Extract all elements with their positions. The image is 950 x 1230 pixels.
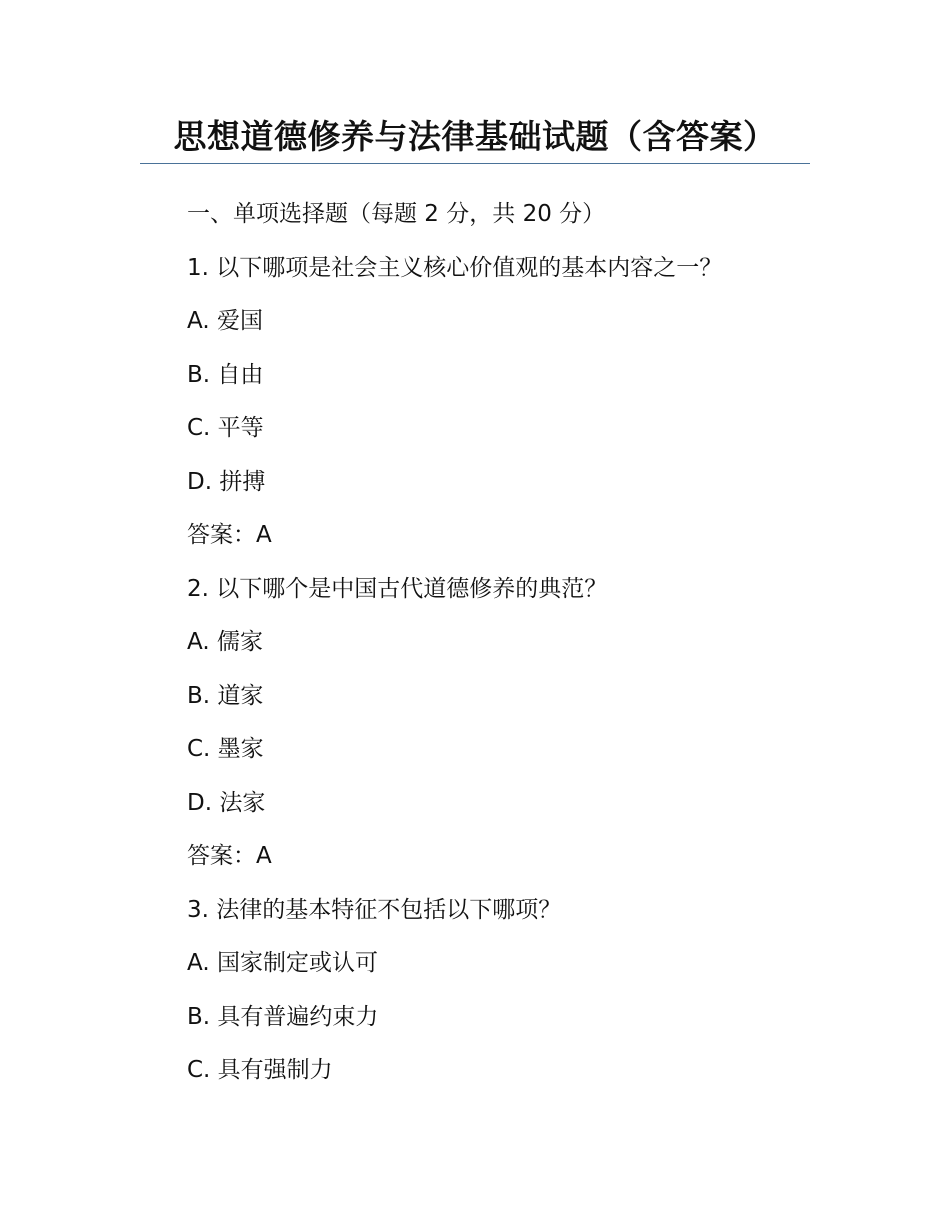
question-stem: 1. 以下哪项是社会主义核心价值观的基本内容之一？ — [187, 254, 723, 281]
answer-option: A. 国家制定或认可 — [187, 950, 378, 976]
title-divider — [140, 163, 810, 164]
question-stem: 2. 以下哪个是中国古代道德修养的典范？ — [187, 575, 608, 602]
question-stem: 3. 法律的基本特征不包括以下哪项？ — [187, 896, 562, 923]
answer-option: A. 爱国 — [187, 308, 263, 334]
answer-option: B. 道家 — [187, 682, 264, 709]
page-title: 思想道德修养与法律基础试题（含答案） — [173, 117, 777, 156]
answer-option: C. 具有强制力 — [187, 1057, 333, 1083]
answer-key: 答案：A — [187, 522, 272, 548]
answer-option: C. 墨家 — [187, 736, 264, 762]
answer-key: 答案：A — [187, 843, 272, 869]
answer-option: A. 儒家 — [187, 629, 263, 655]
answer-option: D. 拼搏 — [187, 468, 266, 495]
answer-option: B. 自由 — [187, 361, 264, 388]
answer-option: D. 法家 — [187, 789, 266, 816]
section-heading: 一、单项选择题（每题 2 分，共 20 分） — [187, 201, 606, 227]
answer-option: B. 具有普遍约束力 — [187, 1003, 379, 1030]
document-body — [187, 190, 807, 1100]
answer-option: C. 平等 — [187, 415, 264, 441]
